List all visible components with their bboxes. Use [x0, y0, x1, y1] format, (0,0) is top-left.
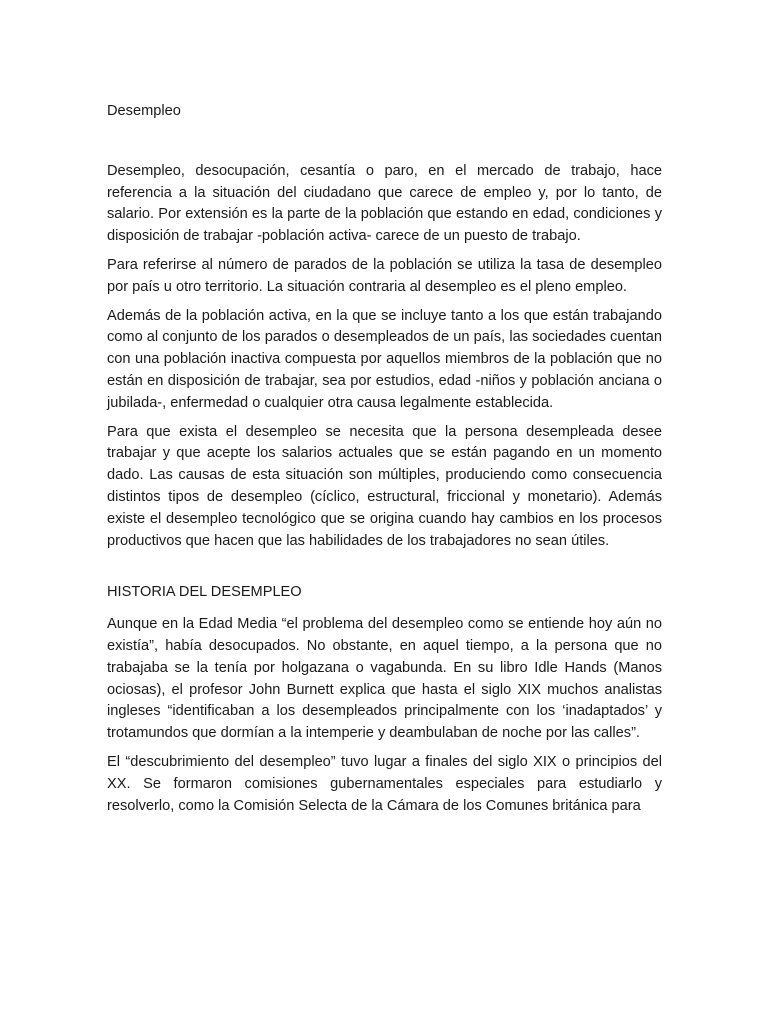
document-title: Desempleo — [107, 103, 181, 119]
paragraph-definition: Desempleo, desocupación, cesantía o paro, en el mercado de trabajo, hace referencia a la situación del ciudadano que carece de empleo y, por lo tanto, de salario. Por extensión es la parte de la población que estando en edad, condiciones y disposición de trabajar -población activa- carece de un puesto de trabajo. — [107, 162, 662, 245]
paragraph-tasa-desempleo: Para referirse al número de parados de la población se utiliza la tasa de desempleo por país u otro territorio. La situación contraria al desempleo es el pleno empleo. — [107, 256, 662, 295]
paragraph-descubrimiento: El “descubrimiento del desempleo” tuvo lugar a finales del siglo XIX o principios del XX. Se formaron comisiones gubernamentales especiales para estudiarlo y resolverlo, como la Comisión Selecta de la Cámara de los Comunes británica para — [107, 753, 662, 814]
document-body — [107, 101, 662, 817]
paragraph-causas: Para que exista el desempleo se necesita que la persona desempleada desee trabajar y que acepte los salarios actuales que se están pagando en un momento dado. Las causas de esta situación son múltiples, produciendo como consecuencia distintos tipos de desempleo (cíclico, estructural, friccional y monetario). Además existe el desempleo tecnológico que se origina cuando hay cambios en los procesos productivos que hacen que las habilidades de los trabajadores no sean útiles. — [107, 423, 662, 549]
paragraph-poblacion-inactiva: Además de la población activa, en la que se incluye tanto a los que están trabajando como al conjunto de los parados o desempleados de un país, las sociedades cuentan con una población inactiva compuesta por aquellos miembros de la población que no están en disposición de trabajar, sea por estudios, edad -niños y población anciana o jubilada-, enfermedad o cualquier otra causa legalmente establecida. — [107, 307, 662, 411]
section-heading-historia: HISTORIA DEL DESEMPLEO — [107, 584, 302, 601]
paragraph-edad-media: Aunque en la Edad Media “el problema del desempleo como se entiende hoy aún no existía”, había desocupados. No obstante, en aquel tiempo, a la persona que no trabajaba se la tenía por holgazana o vagabunda. En su libro Idle Hands (Manos ociosas), el profesor John Burnett explica que hasta el siglo XIX muchos analistas ingleses “identificaban a los desempleados principalmente con los ‘inadaptados’ y trotamundos que dormían a la intemperie y deambulaban de noche por las calles”. — [107, 616, 662, 742]
